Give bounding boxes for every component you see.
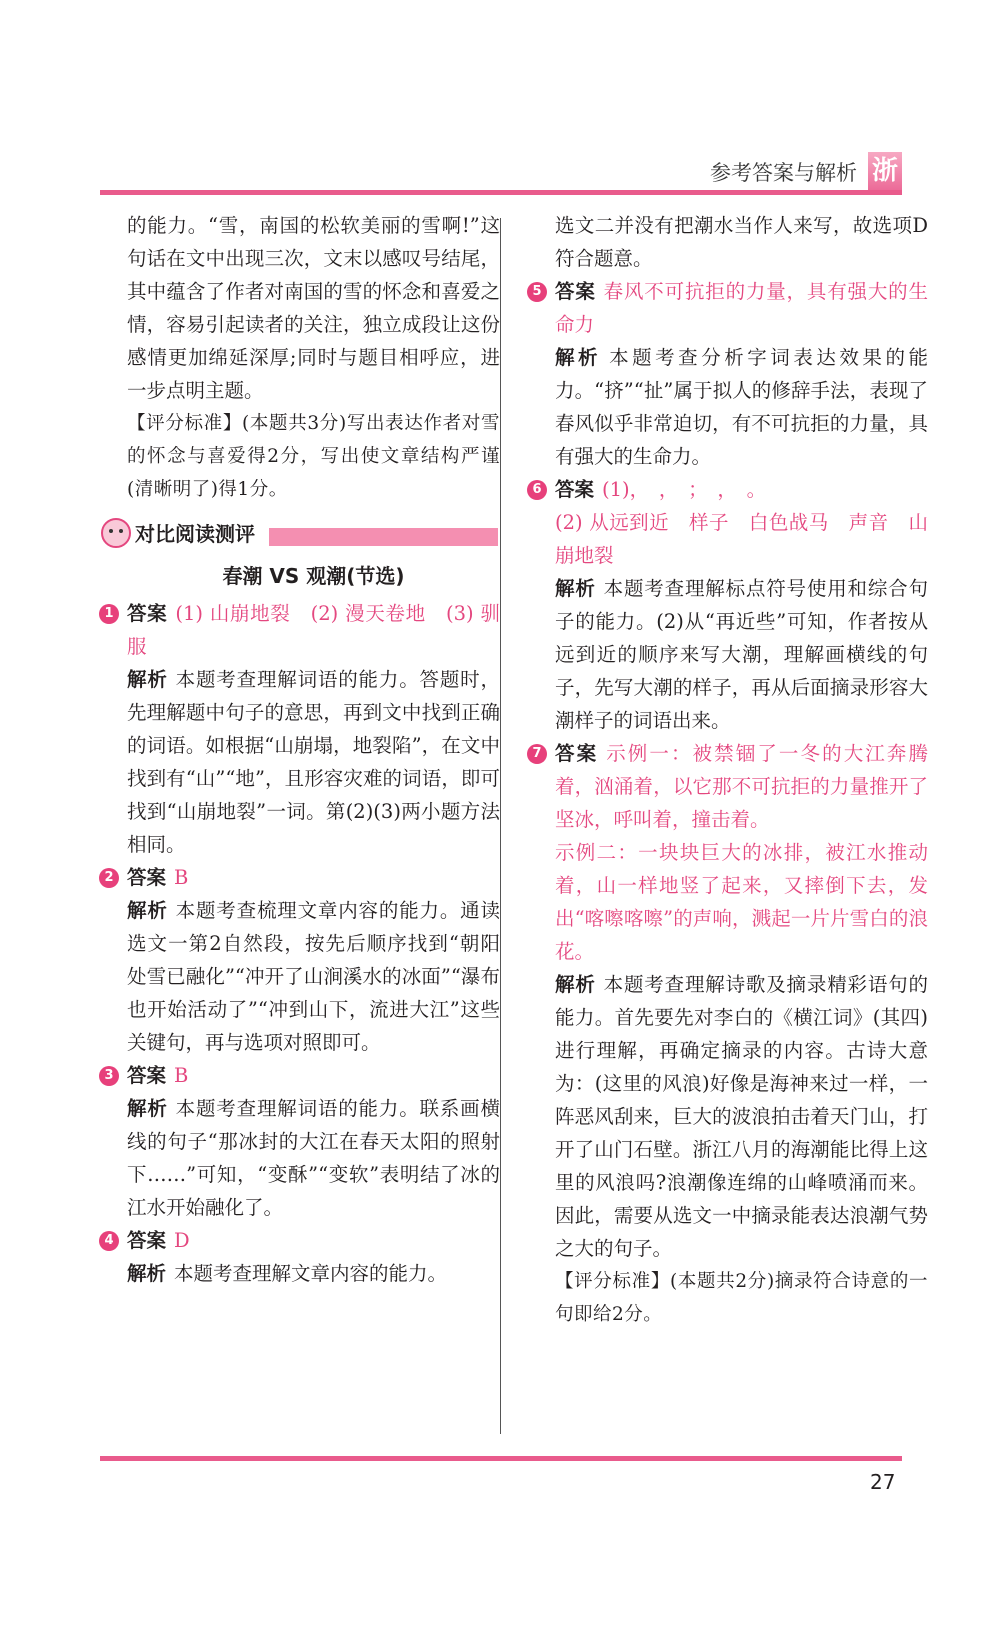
region-badge: 浙 — [868, 152, 902, 190]
answer-text: 示例一：被禁锢了一冬的大江奔腾着，汹涌着，以它那不可抗拒的力量推开了坚冰，呼叫着，撞击着。 — [555, 742, 928, 831]
section-title: 春潮 VS 观潮(节选) — [222, 564, 405, 588]
answer-text: (1)， ， ； ， 。 — [602, 478, 767, 501]
scoring-standard: 【评分标准】(本题共3分)写出表达作者对雪的怀念与喜爱得2分，写出使文章结构严谨(清晰明了)得1分。 — [127, 413, 500, 500]
question-number: 3 — [99, 1066, 119, 1086]
analysis-label: 解析 — [127, 1262, 167, 1285]
question-number: 5 — [527, 282, 547, 302]
answer-label: 答案 — [127, 866, 167, 889]
answer-label: 答案 — [127, 1229, 167, 1252]
footer-rule — [100, 1456, 902, 1461]
analysis-text: 本题考查理解诗歌及摘录精彩语句的能力。首先要先对李白的《横江词》(其四)进行理解，再确定摘录的内容。古诗大意为：(这里的风浪)好像是海神来过一样，一阵恶风刮来，巨大的波浪拍击着天门山，打开了山门石壁。浙江八月的海潮能比得上这里的风浪吗?浪潮像连绵的山峰喷涌而来。因此，需要从选文一中摘录能表达浪潮气势之大的句子。 — [555, 973, 928, 1260]
analysis-text: 本题考查梳理文章内容的能力。通读选文一第2自然段，按先后顺序找到“朝阳处雪已融化”“冲开了山涧溪水的冰面”“瀑布也开始活动了”“冲到山下，流进大江”这些关键句，再与选项对照即可。 — [127, 899, 500, 1054]
question-item-6 — [532, 473, 928, 737]
section-header — [127, 514, 500, 558]
header-rule — [100, 190, 902, 195]
continued-analysis: 选文二并没有把潮水当作人来写，故选项D符合题意。 — [555, 214, 928, 270]
column-divider — [500, 218, 501, 1434]
question-item-7 — [532, 737, 928, 1331]
left-column — [104, 209, 500, 1290]
analysis-text: 本题考查理解文章内容的能力。 — [174, 1262, 448, 1285]
analysis-label: 解析 — [127, 1097, 168, 1120]
question-item-5 — [532, 275, 928, 473]
question-item-1 — [104, 597, 500, 861]
answer-label: 答案 — [127, 1064, 167, 1087]
answer-text: (1) 山崩地裂 (2) 漫天卷地 (3) 驯服 — [127, 602, 500, 658]
analysis-text: 本题考查理解标点符号使用和综合句子的能力。(2)从“再近些”可知，作者按从远到近的顺序来写大潮，理解画横线的句子，先写大潮的样子，再从后面摘录形容大潮样子的词语出来。 — [555, 577, 928, 732]
analysis-text: 本题考查理解词语的能力。答题时，先理解题中句子的意思，再到文中找到正确的词语。如根据“山崩塌，地裂陷”，在文中找到有“山”“地”，且形容灾难的词语，即可找到“山崩地裂”一词。第(2)(3)两小题方法相同。 — [127, 668, 500, 856]
question-item-2 — [104, 861, 500, 1059]
analysis-label: 解析 — [127, 899, 168, 922]
section-label: 对比阅读测评 — [135, 522, 255, 546]
scoring-standard: 【评分标准】(本题共2分)摘录符合诗意的一句即给2分。 — [555, 1271, 928, 1325]
answer-label: 答案 — [555, 478, 595, 501]
question-number: 1 — [99, 604, 119, 624]
analysis-label: 解析 — [555, 346, 602, 369]
answer-text: 春风不可抗拒的力量，具有强大的生命力 — [555, 280, 928, 336]
continued-analysis: 的能力。“雪，南国的松软美丽的雪啊!”这句话在文中出现三次，文末以感叹号结尾，其中蕴含了作者对南国的雪的怀念和喜爱之情，容易引起读者的关注，独立成段让这份感情更加绵延深厚;同时与题目相呼应，进一步点明主题。 — [127, 214, 500, 402]
question-item-4 — [104, 1224, 500, 1290]
right-column — [532, 209, 928, 1331]
analysis-text: 本题考查理解词语的能力。联系画横线的句子“那冰封的大江在春天太阳的照射下……”可知，“变酥”“变软”表明结了冰的江水开始融化了。 — [127, 1097, 500, 1219]
answer-label: 答案 — [555, 280, 596, 303]
answer-label: 答案 — [555, 742, 599, 765]
analysis-label: 解析 — [127, 668, 168, 691]
section-bar — [269, 528, 498, 546]
analysis-label: 解析 — [555, 577, 596, 600]
page-number: 27 — [870, 1470, 896, 1494]
answer-label: 答案 — [127, 602, 168, 625]
analysis-label: 解析 — [555, 973, 596, 996]
question-number: 7 — [527, 744, 547, 764]
mascot-icon — [101, 518, 131, 548]
answer-text-part-2: 示例二：一块块巨大的冰排，被江水推动着，山一样地竖了起来，又摔倒下去，发出“喀嚓喀嚓”的声响，溅起一片片雪白的浪花。 — [555, 841, 928, 963]
answer-text-part-2: (2) 从远到近 样子 白色战马 声音 山崩地裂 — [555, 511, 928, 567]
header-title: 参考答案与解析 — [710, 161, 857, 185]
question-item-3 — [104, 1059, 500, 1224]
answer-text: D — [174, 1229, 190, 1252]
question-number: 2 — [99, 868, 119, 888]
answer-text: B — [174, 866, 189, 889]
answer-text: B — [174, 1064, 189, 1087]
question-number: 6 — [527, 480, 547, 500]
analysis-text: 本题考查分析字词表达效果的能力。“挤”“扯”属于拟人的修辞手法，表现了春风似乎非常迫切，有不可抗拒的力量，具有强大的生命力。 — [555, 346, 928, 468]
question-number: 4 — [99, 1231, 119, 1251]
